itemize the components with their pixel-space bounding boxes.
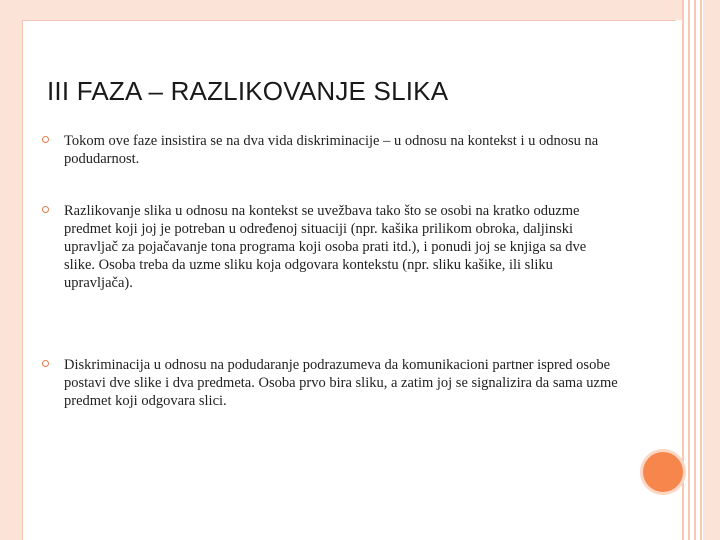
decorative-stripe: [694, 0, 696, 540]
bullet-text: Diskriminacija u odnosu na podudaranje podrazumeva da komunikacioni partner ispred osobe postavi dve slike i dva predmeta. Osoba prvo bira sliku, a zatim joj se signalizira da sama uzme predmet koji odgovara slici.: [64, 357, 618, 409]
decorative-stripe: [688, 0, 690, 540]
bullet-item: [40, 356, 620, 410]
bullet-text: Razlikovanje slika u odnosu na kontekst se uvežbava tako što se osobi na kratko oduzme predmet koji joj je potreban u određenoj situaciji (npr. kašika prilikom obroka, daljinski upravljač za pojačavanje tona programa koji osoba prati itd.), i ponudi joj se knjiga sa dve slike. Osoba treba da uzme sliku koja odgovara kontekstu (npr. sliku kašike, ili sliku upravljača).: [64, 203, 587, 291]
bullet-circle-icon: [42, 136, 49, 143]
bullet-list: [40, 132, 620, 410]
decorative-circle: [640, 449, 686, 495]
bullet-item: [40, 132, 620, 168]
bullet-circle-icon: [42, 206, 49, 213]
frame-top-band: [22, 0, 682, 20]
slide-title: III FAZA – RAZLIKOVANJE SLIKA: [47, 76, 449, 106]
frame-right-band: [703, 0, 720, 540]
bullet-text: Tokom ove faze insistira se na dva vida diskriminacije – u odnosu na kontekst i u odnosu na podudarnost.: [64, 133, 599, 167]
bullet-item: [40, 202, 620, 292]
frame-left-band: [0, 0, 22, 540]
decorative-stripe: [700, 0, 702, 540]
bullet-circle-icon: [42, 360, 49, 367]
